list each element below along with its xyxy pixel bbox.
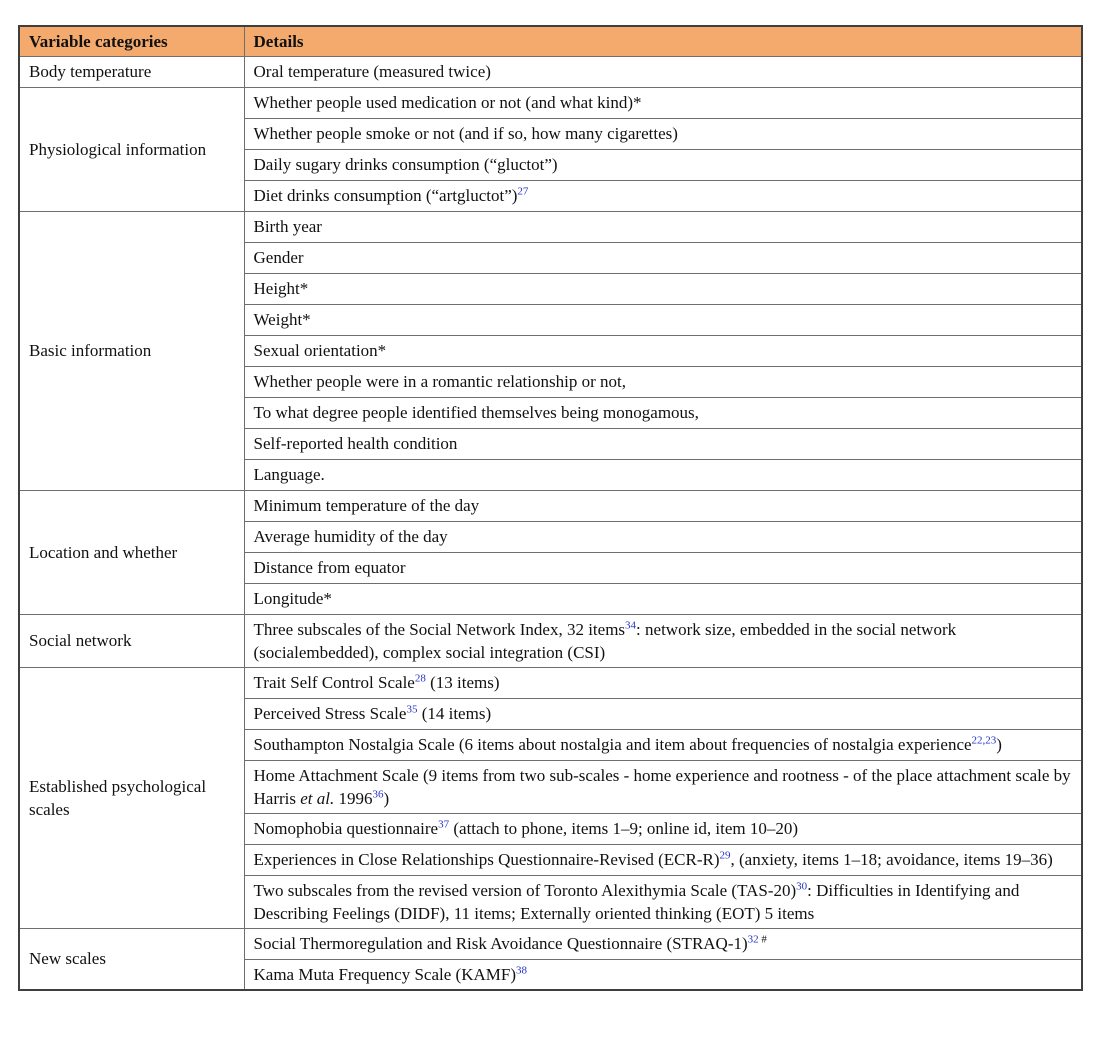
detail-cell [244, 490, 1082, 521]
detail-cell [244, 180, 1082, 211]
detail-text: To what degree people identified themselves being monogamous, [253, 403, 699, 422]
detail-text: Home Attachment Scale (9 items from two sub-scales - home experience and rootness - of the place attachment scale by Harris [253, 765, 1071, 808]
citation-reference[interactable]: 35 [406, 703, 418, 716]
detail-cell [244, 959, 1082, 990]
detail-text: Diet drinks consumption (“artgluctot”) [253, 186, 518, 205]
detail-text: Longitude* [253, 589, 332, 608]
detail-text: Three subscales of the Social Network Index, 32 items [253, 619, 626, 639]
detail-cell [244, 552, 1082, 583]
detail-cell [244, 366, 1082, 397]
detail-cell [244, 698, 1082, 729]
detail-cell [244, 760, 1082, 813]
detail-text: 1996 [334, 788, 373, 808]
detail-cell [244, 729, 1082, 760]
detail-text: Average humidity of the day [253, 527, 448, 546]
variables-table [18, 25, 1083, 991]
footnote-mark: # [758, 933, 767, 946]
detail-text: Nomophobia questionnaire [253, 819, 439, 838]
table-row [19, 56, 1082, 87]
category-cell: Basic information [19, 211, 244, 490]
category-cell: New scales [19, 928, 244, 990]
detail-text: (14 items) [417, 704, 492, 723]
detail-cell [244, 875, 1082, 928]
citation-reference[interactable]: 32 [747, 933, 759, 946]
detail-text: Oral temperature (measured twice) [253, 62, 491, 81]
citation-reference[interactable]: 36 [372, 787, 384, 800]
detail-text: Birth year [253, 217, 322, 236]
detail-cell [244, 335, 1082, 366]
table-row [19, 87, 1082, 118]
table-row [19, 614, 1082, 667]
detail-text: Experiences in Close Relationships Questionnaire-Revised (ECR-R) [253, 850, 720, 869]
table-row [19, 490, 1082, 521]
detail-cell [244, 304, 1082, 335]
detail-text: Two subscales from the revised version of Toronto Alexithymia Scale (TAS-20) [253, 880, 797, 900]
column-header-details: Details [244, 26, 1082, 56]
detail-text: Whether people used medication or not (and what kind)* [253, 93, 642, 112]
detail-cell [244, 428, 1082, 459]
detail-text: Whether people smoke or not (and if so, how many cigarettes) [253, 124, 678, 143]
detail-cell [244, 813, 1082, 844]
citation-reference[interactable]: 34 [625, 618, 637, 631]
detail-text: : network size, embedded in the social network (socialembedded), complex social integration (CSI) [253, 619, 957, 662]
category-cell: Body temperature [19, 56, 244, 87]
detail-cell [244, 242, 1082, 273]
detail-cell [244, 211, 1082, 242]
table-header-row [19, 26, 1082, 56]
detail-text: , (anxiety, items 1–18; avoidance, items 19–36) [730, 850, 1053, 869]
detail-text: Southampton Nostalgia Scale (6 items about nostalgia and item about frequencies of nostalgia experience [253, 735, 972, 754]
detail-cell [244, 56, 1082, 87]
detail-text: Kama Muta Frequency Scale (KAMF) [253, 964, 516, 984]
category-cell: Physiological information [19, 87, 244, 211]
detail-cell [244, 273, 1082, 304]
detail-cell [244, 149, 1082, 180]
citation-reference[interactable]: 22,23 [971, 734, 997, 747]
detail-text-italic: et al. [300, 788, 335, 808]
detail-text: : Difficulties in Identifying and Describing Feelings (DIDF), 11 items; Externally oriented thinking (EOT) 5 items [253, 880, 1020, 923]
table [18, 25, 1083, 991]
citation-reference[interactable]: 30 [796, 879, 808, 892]
table-row [19, 211, 1082, 242]
detail-cell [244, 521, 1082, 552]
citation-reference[interactable]: 29 [719, 849, 731, 862]
detail-cell [244, 614, 1082, 667]
detail-cell [244, 459, 1082, 490]
category-cell: Location and whether [19, 490, 244, 614]
detail-cell [244, 928, 1082, 959]
detail-text: (attach to phone, items 1–9; online id, item 10–20) [449, 819, 799, 838]
table-row [19, 667, 1082, 698]
citation-reference[interactable]: 38 [516, 964, 527, 977]
detail-text: Self-reported health condition [253, 434, 458, 453]
citation-reference[interactable]: 27 [517, 185, 529, 198]
column-header-variable-categories: Variable categories [19, 26, 244, 56]
detail-text: Whether people were in a romantic relationship or not, [253, 372, 626, 391]
detail-text: Perceived Stress Scale [253, 704, 407, 723]
detail-text: Sexual orientation* [253, 341, 387, 360]
detail-cell [244, 118, 1082, 149]
table-body [19, 56, 1082, 990]
detail-text: Height* [253, 279, 309, 298]
category-cell: Established psychological scales [19, 667, 244, 928]
detail-text: Social Thermoregulation and Risk Avoidance Questionnaire (STRAQ-1) [253, 934, 748, 953]
detail-cell [244, 667, 1082, 698]
detail-text: ) [996, 735, 1002, 754]
detail-text: Distance from equator [253, 558, 406, 577]
detail-text: Language. [253, 465, 325, 484]
detail-text: Gender [253, 248, 304, 267]
detail-text: (13 items) [425, 673, 500, 692]
detail-cell [244, 844, 1082, 875]
detail-cell [244, 583, 1082, 614]
detail-text: ) [383, 788, 390, 808]
table-row [19, 928, 1082, 959]
detail-text: Minimum temperature of the day [253, 496, 480, 515]
detail-text: Weight* [253, 310, 311, 329]
category-cell: Social network [19, 614, 244, 667]
citation-reference[interactable]: 28 [414, 672, 426, 685]
detail-text: Daily sugary drinks consumption (“gluctot”) [253, 155, 558, 174]
detail-text: Trait Self Control Scale [253, 673, 415, 692]
citation-reference[interactable]: 37 [438, 818, 450, 831]
detail-cell [244, 87, 1082, 118]
detail-cell [244, 397, 1082, 428]
